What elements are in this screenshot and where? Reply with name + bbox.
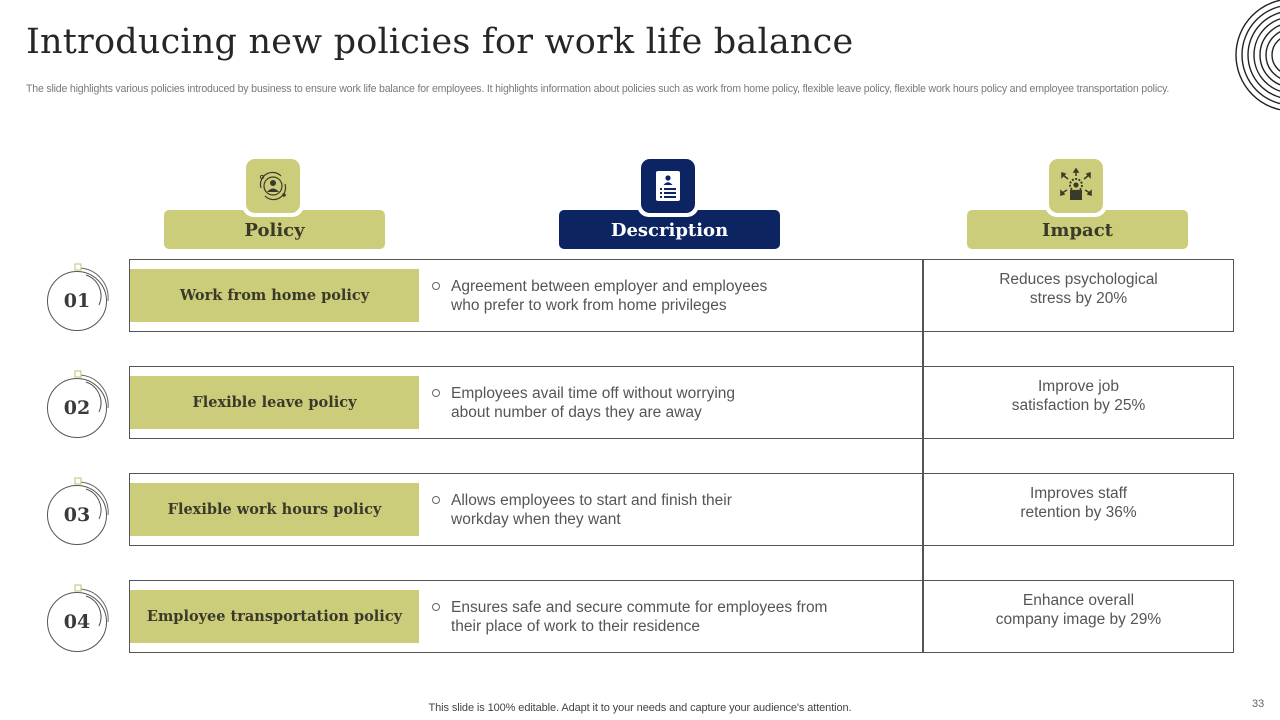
column-header-policy (164, 155, 385, 250)
row-number-badge (46, 364, 110, 438)
row-number: 01 (47, 271, 107, 331)
impact-line: retention by 36% (1020, 503, 1137, 521)
gear-person-arrows-icon (1049, 159, 1103, 213)
page-number: 33 (1252, 698, 1265, 710)
policy-impact (924, 474, 1233, 545)
bullet-icon (432, 389, 440, 397)
description-line: Employees avail time off without worrying (451, 385, 736, 402)
slide-subtitle: The slide highlights various policies introduced by business to ensure work life balance for employees. It highlights information about policies such as work from home policy, flexible leave policy, flexible work hours policy and employee transportation policy. (26, 83, 1170, 95)
policy-description (432, 277, 912, 315)
row-number: 02 (47, 378, 107, 438)
impact-line: stress by 20% (1029, 289, 1128, 307)
concentric-circles-decoration (1232, 0, 1280, 115)
impact-line: company image by 29% (995, 610, 1162, 628)
column-header-description (559, 155, 780, 250)
description-line: Allows employees to start and finish their (451, 492, 732, 509)
row-number: 03 (47, 485, 107, 545)
policy-impact (924, 260, 1233, 331)
policy-description (432, 598, 912, 636)
policy-name: Flexible leave policy (130, 376, 419, 429)
bullet-icon (432, 282, 440, 290)
column-label: Description (559, 210, 780, 249)
policy-description (432, 491, 912, 529)
column-label: Impact (967, 210, 1188, 249)
policy-impact (924, 367, 1233, 438)
impact-line: Enhance overall (1022, 591, 1135, 609)
bullet-icon (432, 603, 440, 611)
impact-line: satisfaction by 25% (1011, 396, 1146, 414)
row-number: 04 (47, 592, 107, 652)
description-line: about number of days they are away (451, 404, 702, 421)
description-line: Agreement between employer and employees (451, 278, 768, 295)
impact-line: Improves staff (1029, 484, 1128, 502)
policy-name: Flexible work hours policy (130, 483, 419, 536)
column-header-impact (967, 155, 1188, 250)
bullet-icon (432, 496, 440, 504)
row-number-badge (46, 578, 110, 652)
row-number-badge (46, 471, 110, 545)
footer-note: This slide is 100% editable. Adapt it to your needs and capture your audience's attention. (428, 702, 852, 714)
policy-impact (924, 581, 1233, 652)
impact-line: Improve job (1038, 377, 1119, 395)
policy-row (129, 366, 1234, 439)
description-line: workday when they want (451, 511, 621, 528)
profile-document-icon (641, 159, 695, 213)
policy-row (129, 580, 1234, 653)
impact-line: Reduces psychological (999, 270, 1158, 288)
description-line: their place of work to their residence (451, 618, 700, 635)
policy-row (129, 259, 1234, 332)
description-line: Ensures safe and secure commute for employees from (451, 599, 828, 616)
description-line: who prefer to work from home privileges (451, 297, 727, 314)
person-orbit-icon (246, 159, 300, 213)
row-number-badge (46, 257, 110, 331)
policy-name: Work from home policy (130, 269, 419, 322)
policy-row (129, 473, 1234, 546)
policy-description (432, 384, 912, 422)
policy-name: Employee transportation policy (130, 590, 419, 643)
slide-title: Introducing new policies for work life balance (26, 22, 854, 62)
column-label: Policy (164, 210, 385, 249)
